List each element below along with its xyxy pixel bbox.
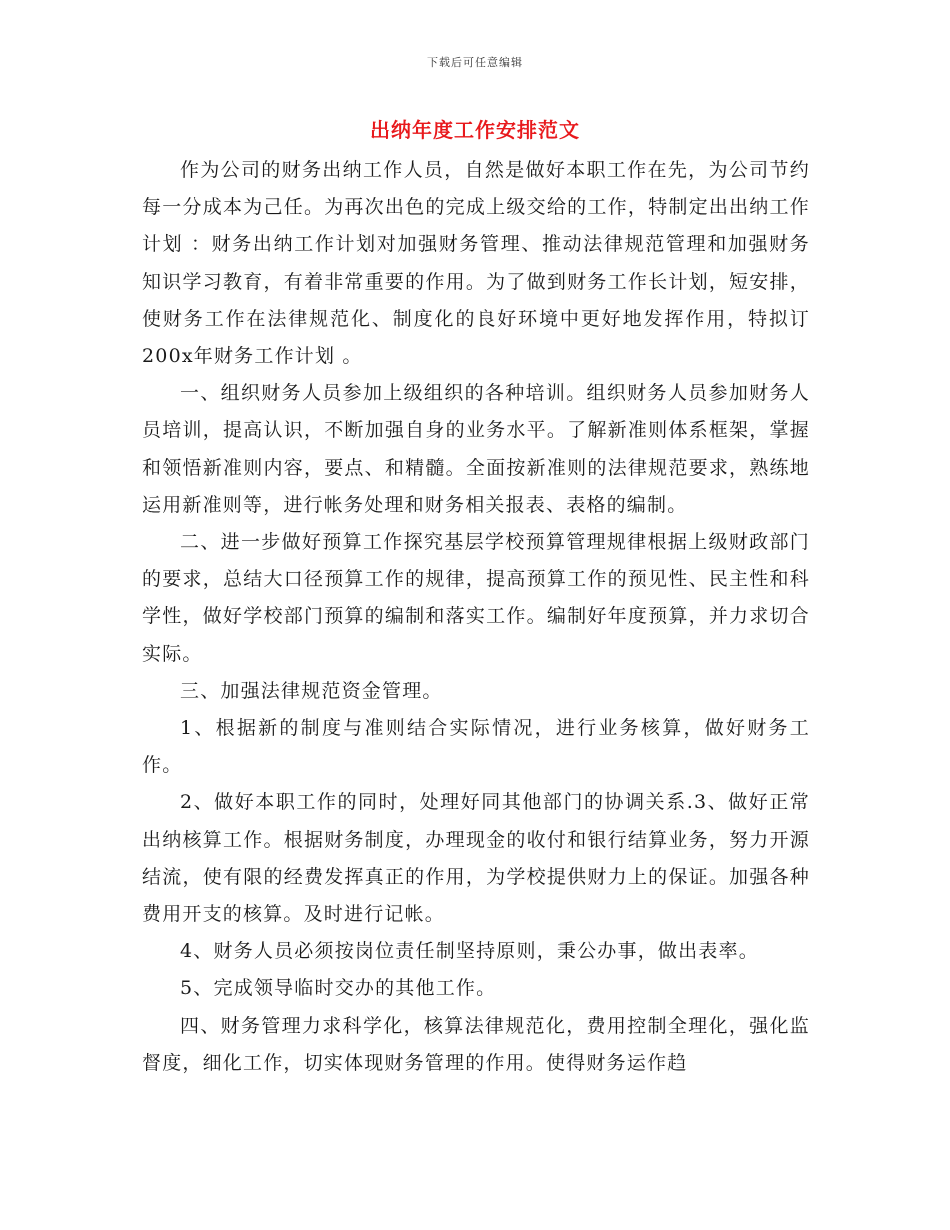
paragraph-section-3-heading: 三、加强法律规范资金管理。	[180, 679, 443, 702]
paragraph-item-1: 1、根据新的制度与准则结合实际情况，进行业务核算，做好财务工作。	[142, 717, 810, 777]
document-title: 出纳年度工作安排范文	[370, 118, 580, 142]
paragraph-item-4: 4、财务人员必须按岗位责任制坚持原则，秉公办事，做出表率。	[180, 940, 759, 963]
paragraph-section-2: 二、进一步做好预算工作探究基层学校预算管理规律根据上级财政部门的要求，总结大口径预算工作的规律，提高预算工作的预见性、民主性和科学性，做好学校部门预算的编制和落实工作。编制好年度预算，并力求切合实际。	[142, 531, 810, 665]
paragraph-intro: 作为公司的财务出纳工作人员，自然是做好本职工作在先，为公司节约每一分成本为己任。为再次出色的完成上级交给的工作，特制定出出纳工作计划 ：财务出纳工作计划对加强财务管理、推动法律规范管理和加强财务知识学习教育，有着非常重要的作用。为了做到财务工作长计划，短安排，使财务工作在法律规范化、制度化的良好环境中更好地发挥作用，特拟订200x年财务工作计划 。	[142, 159, 810, 368]
paragraph-section-4: 四、财务管理力求科学化，核算法律规范化，费用控制全理化，强化监督度，细化工作，切实体现财务管理的作用。使得财务运作趋	[142, 1014, 810, 1074]
paragraph-item-5: 5、完成领导临时交办的其他工作。	[180, 977, 497, 1000]
paragraph-section-1: 一、组织财务人员参加上级组织的各种培训。组织财务人员参加财务人员培训，提高认识，不断加强自身的业务水平。了解新准则体系框架，掌握和领悟新准则内容，要点、和精髓。全面按新准则的法律规范要求，熟练地运用新准则等，进行帐务处理和财务相关报表、表格的编制。	[142, 382, 810, 516]
header-note: 下载后可任意编辑	[427, 56, 523, 69]
document-body	[142, 152, 810, 1082]
paragraph-item-2: 2、做好本职工作的同时，处理好同其他部门的协调关系.3、做好正常出纳核算工作。根据财务制度，办理现金的收付和银行结算业务，努力开源结流，使有限的经费发挥真正的作用，为学校提供财力上的保证。加强各种费用开支的核算。及时进行记帐。	[142, 791, 810, 926]
